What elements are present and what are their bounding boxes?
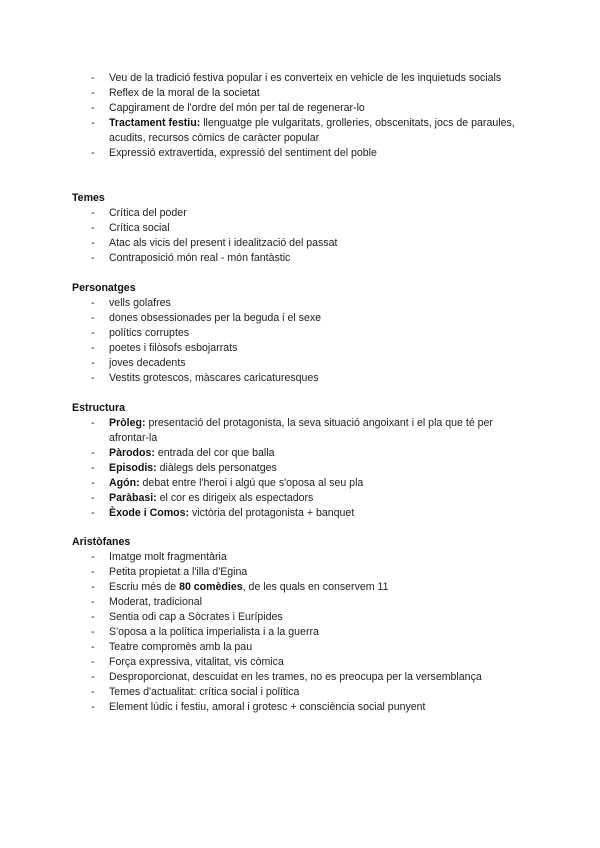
list-item: - Vestits grotescos, màscares caricaturesques [91,372,319,384]
list-item: - Contraposició món real - món fantàstic [91,252,291,264]
section-heading: Estructura [72,402,125,414]
intro-section [72,71,532,161]
bullet-dash: - [91,701,95,713]
list-item: - Atac als vicis del present i idealització del passat [91,237,338,249]
list-item: - Sentia odi cap a Sòcrates i Eurípides [91,611,283,623]
bullet-dash: - [91,372,95,384]
bullet-dash: - [91,252,95,264]
bullet-dash: - [91,297,95,309]
list-item: - Imatge molt fragmentària [91,551,227,563]
list-item: - Petita propietat a l'illa d'Egina [91,566,248,578]
list-item: - Moderat, tradicional [91,596,203,608]
list-item: - Capgirament de l'ordre del món per tal de regenerar-lo [91,102,365,114]
bullet-dash: - [91,312,95,324]
bullet-dash: - [91,117,95,129]
bullet-dash: - [91,462,95,474]
bullet-dash: - [91,102,95,114]
list-item: - Força expressiva, vitalitat, vis còmica [91,656,284,668]
bullet-dash: - [91,551,95,563]
list-item: - Pàrodos: entrada del cor que balla [91,447,275,459]
list-item: - dones obsessionades per la beguda i el sexe [91,312,322,324]
temes-list [72,206,532,266]
bullet-dash: - [91,147,95,159]
bullet-dash: - [91,357,95,369]
bullet-dash: - [91,87,95,99]
list-item: - Pròleg: presentació del protagonista, la seva situació angoixant i el pla que té per afrontar-la [91,417,493,444]
personatges-list [72,296,532,386]
temes-section [72,191,532,266]
bullet-dash: - [91,641,95,653]
aristofanes-section [72,535,532,715]
list-item: - Element lúdic i festiu, amoral i grotesc + consciència social punyent [91,701,426,713]
bullet-dash: - [91,581,95,593]
personatges-section [72,281,532,386]
bullet-dash: - [91,492,95,504]
bullet-dash: - [91,207,95,219]
bullet-dash: - [91,342,95,354]
bullet-dash: - [91,656,95,668]
list-item: - Crítica del poder [91,207,187,219]
list-item: - polítics corruptes [91,327,190,339]
list-item: - Reflex de la moral de la societat [91,87,260,99]
estructura-list [72,416,532,521]
estructura-section [72,401,532,521]
list-item: - Tractament festiu: llenguatge ple vulgaritats, grolleries, obscenitats, jocs de paraules, acudits, recursos còmics de caràcter popular [91,117,515,144]
list-item: - joves decadents [91,357,186,369]
section-heading: Personatges [72,282,136,294]
bullet-dash: - [91,596,95,608]
bullet-dash: - [91,686,95,698]
bullet-dash: - [91,327,95,339]
bullet-dash: - [91,507,95,519]
bullet-dash: - [91,626,95,638]
bullet-dash: - [91,417,95,429]
list-item: - S'oposa a la política imperialista i a la guerra [91,626,319,638]
list-item: - Paràbasi: el cor es dirigeix als espectadors [91,492,314,504]
list-item: - Expressió extravertida, expressió del sentiment del poble [91,147,377,159]
bullet-dash: - [91,611,95,623]
bullet-dash: - [91,222,95,234]
list-item: - Agón: debat entre l'heroi i algú que s'oposa al seu pla [91,477,364,489]
list-item: - Temes d'actualitat: crítica social i política [91,686,300,698]
section-heading: Aristòfanes [72,536,131,548]
list-item: - Desproporcionat, descuidat en les trames, no es preocupa per la versemblança [91,671,482,683]
intro-list [72,71,532,161]
bullet-dash: - [91,72,95,84]
aristofanes-list [72,550,532,715]
list-item: - Èxode i Comos: victòria del protagonista + banquet [91,507,355,519]
list-item: - poetes i filòsofs esbojarrats [91,342,238,354]
list-item: - Escriu més de 80 comèdies, de les quals en conservem 11 [91,581,389,593]
bullet-dash: - [91,566,95,578]
list-item: - Teatre compromès amb la pau [91,641,253,653]
list-item: - Episodis: diàlegs dels personatges [91,462,277,474]
list-item: - Veu de la tradició festiva popular i es converteix en vehicle de les inquietuds socials [91,72,502,84]
list-item: - Crítica social [91,222,170,234]
bullet-dash: - [91,477,95,489]
bullet-dash: - [91,447,95,459]
list-item: - vells golafres [91,297,171,309]
bullet-dash: - [91,671,95,683]
section-heading: Temes [72,192,105,204]
bullet-dash: - [91,237,95,249]
